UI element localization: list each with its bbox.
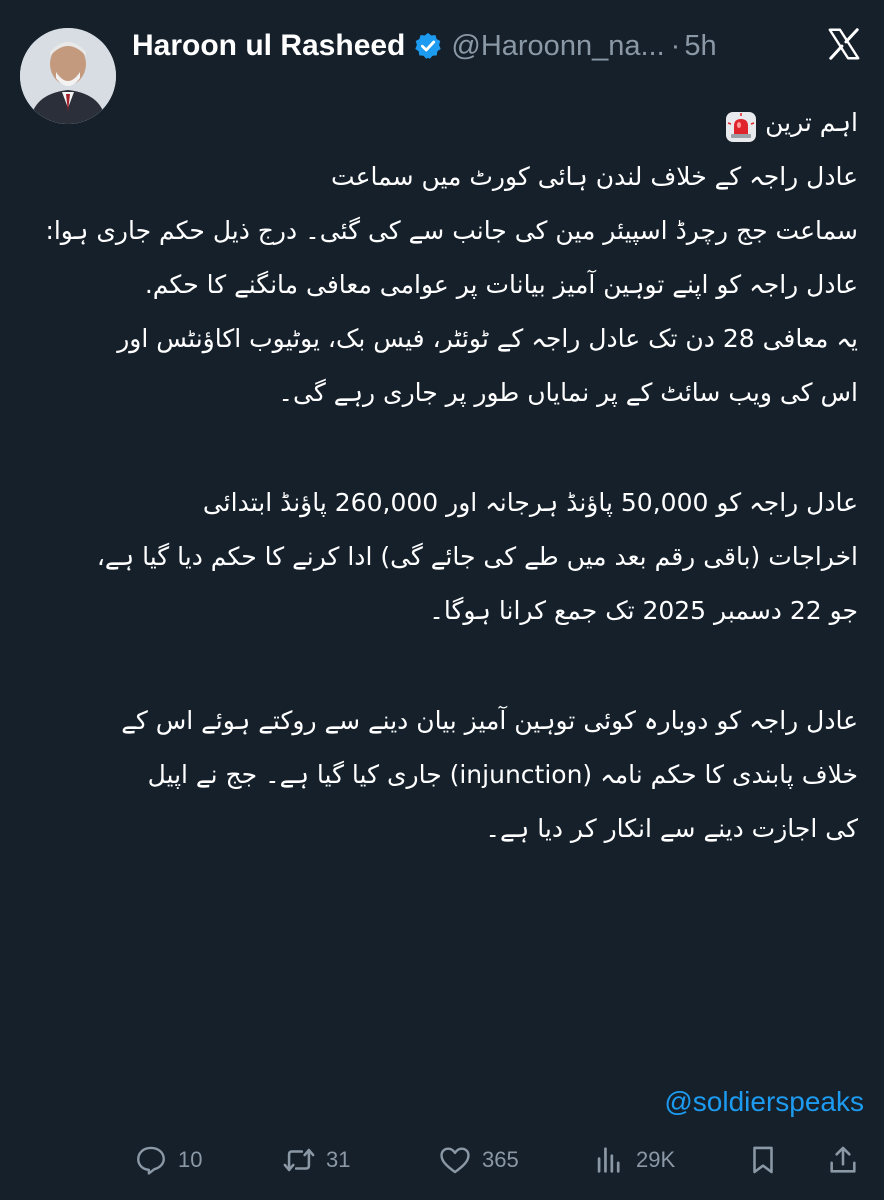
tweet-line: سماعت جج رچرڈ اسپیئر مین کی جانب سے کی گئی۔ درج ذیل حکم جاری ہوا: (45, 216, 858, 245)
bookmark-button[interactable] (746, 1136, 780, 1184)
mention-link[interactable]: @soldierspeaks (664, 1086, 864, 1117)
tweet-line: یہ معافی 28 دن تک عادل راجہ کے ٹوئٹر، فیس بک، یوٹیوب اکاؤنٹس اور (117, 324, 858, 353)
author-handle[interactable]: @Haroonn_na... (451, 29, 665, 62)
tweet-line: اخراجات (باقی رقم بعد میں طے کی جائے گی) ادا کرنے کا حکم دیا گیا ہے، (96, 542, 858, 571)
reply-button[interactable] (134, 1136, 202, 1184)
action-bar (132, 1136, 862, 1184)
x-logo-icon[interactable] (826, 26, 862, 62)
tweet-line: عادل راجہ کو دوبارہ کوئی توہین آمیز بیان دینے سے روکتے ہوئے اس کے (121, 706, 858, 735)
tweet-line: عادل راجہ کو اپنے توہین آمیز بیانات پر عوامی معافی مانگنے کا حکم. (144, 270, 858, 299)
tweet-line: عادل راجہ کے خلاف لندن ہائی کورٹ میں سماعت (331, 162, 858, 191)
police-siren-icon (725, 108, 757, 140)
views-count: 29K (636, 1147, 676, 1172)
tweet-line: خلاف پابندی کا حکم نامہ (injunction) جاری کیا گیا ہے۔ جج نے اپیل (147, 760, 858, 789)
separator-dot: · (670, 29, 681, 62)
views-button[interactable] (592, 1136, 675, 1184)
author-name[interactable]: Haroon ul Rasheed (132, 29, 406, 62)
repost-icon (282, 1143, 316, 1177)
like-button[interactable] (438, 1136, 519, 1184)
reply-icon (134, 1143, 168, 1177)
reply-count: 10 (178, 1147, 203, 1172)
tweet-text (45, 96, 858, 856)
tweet-header (132, 24, 717, 68)
paragraph-gap (98, 638, 858, 694)
repost-button[interactable] (282, 1136, 350, 1184)
verified-badge-icon (413, 31, 443, 61)
tweet-line: اس کی ویب سائٹ کے پر نمایاں طور پر جاری رہے گی۔ (278, 378, 858, 407)
like-count: 365 (482, 1147, 519, 1172)
paragraph-gap (98, 420, 858, 476)
bookmark-icon (746, 1143, 780, 1177)
share-button[interactable] (826, 1136, 860, 1184)
tweet-heading: اہم ترین (765, 108, 858, 137)
tweet-line: کی اجازت دینے سے انکار کر دیا ہے۔ (485, 814, 858, 843)
tweet-line: عادل راجہ کو 50,000 پاؤنڈ ہرجانہ اور 260,000 پاؤنڈ ابتدائی (202, 488, 858, 517)
repost-count: 31 (326, 1147, 351, 1172)
tweet-heading-line (98, 96, 858, 150)
tweet-line: جو 22 دسمبر 2025 تک جمع کرانا ہوگا۔ (429, 596, 858, 625)
analytics-icon (592, 1143, 626, 1177)
share-icon (826, 1143, 860, 1177)
timestamp[interactable]: 5h (684, 29, 717, 62)
heart-icon (438, 1143, 472, 1177)
